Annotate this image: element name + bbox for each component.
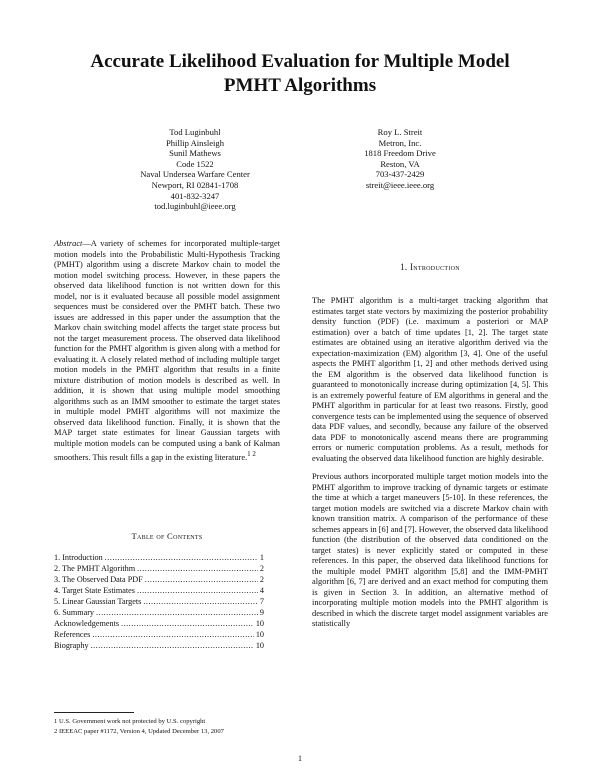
author-line: 401-832-3247: [170, 190, 220, 201]
intro-paragraph-1: The PMHT algorithm is a multi-target tracking algorithm that estimates target state vectors by maximizing the posterior probability density function (PDF) (i.e. maximum a posteriori or MAP estimation) over a batch of time updates [1, 2]. The target state estimates are obtained using an iterative algorithm derived via the expectation-maximization (EM) algorithm [3, 4]. One of the useful aspects the PMHT algorithm [1, 2] and other methods derived using the EM algorithm is the observed data likelihood function is guaranteed to monotonically increase during optimization [4, 5]. This is an extremely powerful feature of EM algorithms in general and the PMHT algorithm in particular for at least two reasons. Firstly, good convergence tests can be implemented using the sequence of observed data PDF values, and secondly, because any failure of the observed data PDF to monotonically ascend means there are programming errors or numeric computation problems. As a result, methods for evaluating the observed data likelihood function are highly desirable.: [312, 296, 548, 463]
toc-entry-page: 10: [255, 619, 264, 628]
toc-entry[interactable]: [54, 607, 264, 618]
author-line: Newport, RI 02841-1708: [151, 179, 239, 190]
author-line: Phillip Ainsleigh: [165, 137, 225, 148]
toc-entry[interactable]: [54, 563, 264, 574]
author-line: Reston, VA: [380, 158, 420, 169]
toc-entry[interactable]: [54, 585, 264, 596]
toc-title: Table of Contents: [131, 531, 203, 541]
toc-entry-label: Acknowledgements: [54, 619, 120, 628]
author-line: Metron, Inc.: [378, 137, 422, 148]
toc-entry-label: References: [54, 630, 91, 639]
author-line: Roy L. Streit: [377, 127, 423, 137]
toc-entry-label: 4. Target State Estimates: [54, 586, 135, 595]
toc-entry-page: 10: [255, 630, 264, 639]
table-of-contents: [54, 552, 264, 651]
toc-entry-label: Biography: [54, 641, 89, 650]
toc-entry[interactable]: [54, 596, 264, 607]
toc-entry[interactable]: [54, 618, 264, 629]
abstract-label: Abstract: [54, 239, 83, 248]
toc-entry-page: 4: [259, 586, 264, 595]
toc-entry-page: 9: [259, 608, 264, 617]
paper-title: [0, 50, 600, 98]
author-line: Naval Undersea Warfare Center: [140, 169, 250, 180]
author-line: Code 1522: [176, 158, 214, 169]
paper-title-line-2: PMHT Algorithms: [223, 75, 377, 96]
toc-entry-label: 1. Introduction: [54, 553, 103, 562]
toc-entry-page: 2: [259, 575, 264, 584]
section-heading-introduction: 1. Introduction: [400, 262, 460, 272]
abstract-footnote-marks: 1 2: [247, 450, 256, 458]
footnote-1: 1 U.S. Government work not protected by U.S. copyright: [54, 718, 206, 725]
author-block-2: [300, 127, 500, 191]
toc-entry-label: 2. The PMHT Algorithm: [54, 564, 136, 573]
paper-title-line-1: Accurate Likelihood Evaluation for Multiple Model: [90, 51, 510, 72]
author-email: streit@ieee.ieee.org: [365, 179, 435, 190]
abstract: [54, 239, 280, 471]
author-line: Tod Luginbuhl: [169, 127, 221, 137]
introduction-body: [312, 296, 548, 638]
toc-entry-page: 7: [259, 597, 264, 606]
toc-entry[interactable]: [54, 574, 264, 585]
author-line: 1818 Freedom Drive: [364, 148, 436, 159]
author-email: tod.luginbuhl@ieee.org: [154, 201, 236, 212]
toc-entry[interactable]: [54, 629, 264, 640]
toc-entry-page: 2: [259, 564, 264, 573]
author-line: Sunil Mathews: [169, 148, 221, 159]
abstract-text: —A variety of schemes for incorporated multiple-target motion models into the Probabilistic Multi-Hypothesis Tracking (PMHT) algorithm using a discrete Markov chain to model the motion model switching process. However, in these papers the observed data likelihood function is not written down for this model, nor is it evaluated because all possible model assignment sequences must be considered over the PMHT batch. These two issues are addressed in this paper under the assumption that the Markov chain switching model affects the target state process but not the target measurement process. The observed data likelihood function for the PMHT algorithm is given along with a method for evaluating it. A closely related method of including multiple target motion models in the PMHT algorithm that results in a finite mixture distribution of motion models is described as well. In addition, it is shown that using multiple model smoothing algorithms such as an IMM smoother to estimate the target states in multiple model PMHT algorithms will not maximize the observed data likelihood function. Finally, it is shown that the MAP target state estimates for linear Gaussian targets with multiple motion models can be computed using a bank of Kalman smoothers. This result fills a gap in the existing literature.: [54, 239, 280, 462]
toc-entry-page: 1: [259, 553, 264, 562]
page-number: 1: [298, 754, 302, 763]
toc-entry-label: 3. The Observed Data PDF: [54, 575, 143, 584]
author-block-1: [95, 127, 295, 212]
toc-entry-page: 10: [255, 641, 264, 650]
toc-entry[interactable]: [54, 640, 264, 651]
footnote-rule: [54, 712, 134, 713]
toc-entry-label: 6. Summary: [54, 608, 95, 617]
author-line: 703-437-2429: [375, 169, 425, 180]
footnote-2: 2 IEEEAC paper #1172, Version 4, Updated December 13, 2007: [54, 728, 224, 735]
toc-entry[interactable]: [54, 552, 264, 563]
toc-entry-label: 5. Linear Gaussian Targets: [54, 597, 142, 606]
intro-paragraph-2: Previous authors incorporated multiple target motion models into the PMHT algorithm to improve tracking of dynamic targets or estimate the time at which a target maneuvers [5-10]. In these references, the target motion models are switched via a discrete Markov chain with known transition matrix. A comparison of the performance of these schemes appears in [6] and [7]. However, the observed data likelihood function (the distribution of the observed data conditioned on the target states) is never explicitly stated or computed in these references. In this paper, the observed data likelihood functions for the multiple model PMHT algorithm [5,8] and the IMM-PMHT algorithm [6, 7] are derived and an exact method for computing them is given in Section 3. In addition, an alternative method of incorporating multiple motion models into the PMHT algorithm is described in which the discrete target model assignment variables are statistically: [312, 472, 548, 628]
